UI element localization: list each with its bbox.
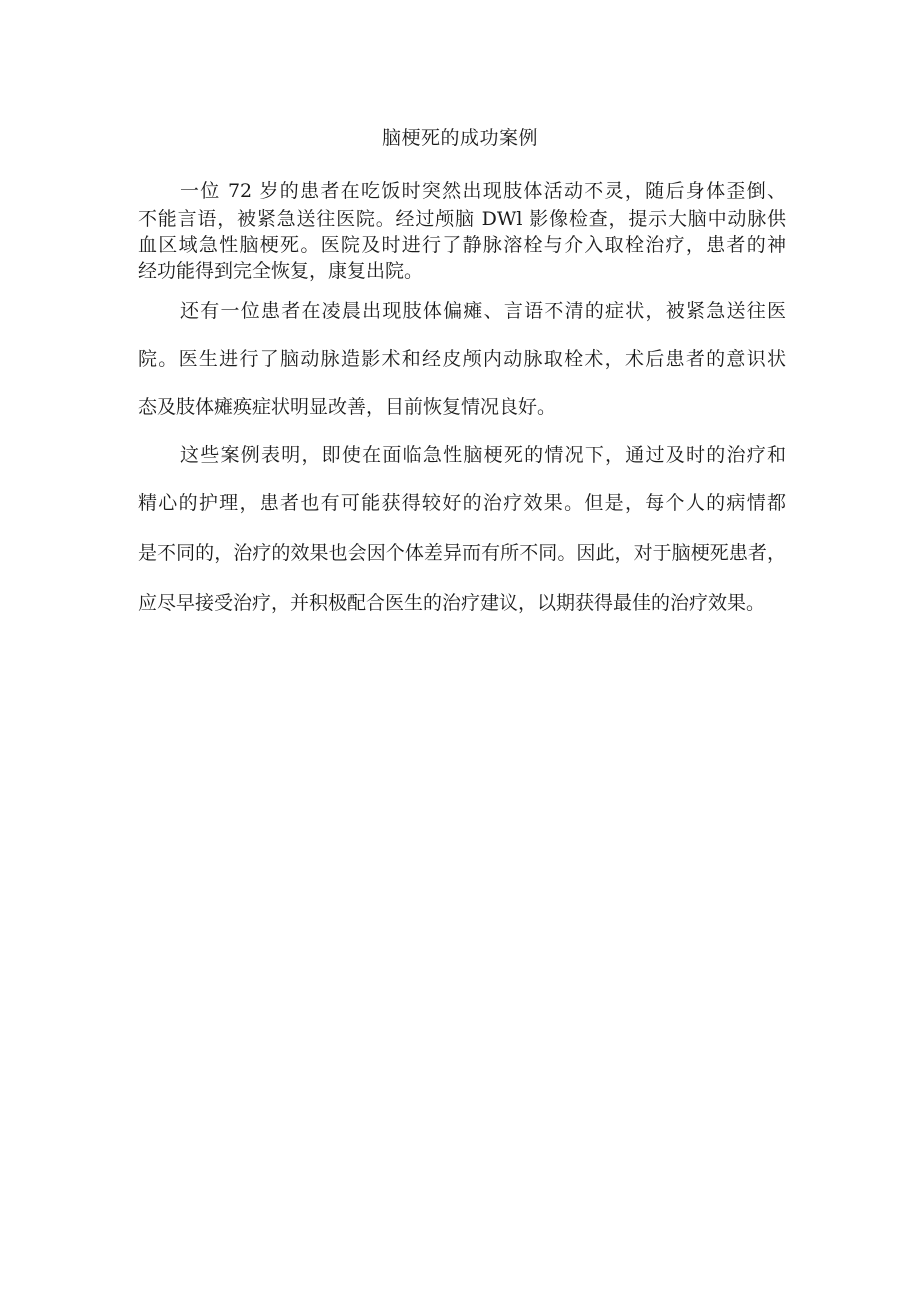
paragraph-2-line-1: 还有一位患者在凌晨出现肢体偏瘫、言语不清的症状，被紧急送往医 xyxy=(180,300,786,322)
paragraph-1-line-4: 经功能得到完全恢复，康复出院。 xyxy=(138,260,424,282)
paragraph-3-line-4: 应尽早接受治疗，并积极配合医生的治疗建议，以期获得最佳的治疗效果。 xyxy=(138,592,766,614)
paragraph-3-line-3: 是不同的，治疗的效果也会因个体差异而有所不同。因此，对于脑梗死患者， xyxy=(138,542,786,564)
paragraph-2-line-2: 院。医生进行了脑动脉造影术和经皮颅内动脉取栓术，术后患者的意识状 xyxy=(138,348,786,370)
paragraph-3-line-1: 这些案例表明，即使在面临急性脑梗死的情况下，通过及时的治疗和 xyxy=(180,444,786,466)
paragraph-1-line-1: 一位 72 岁的患者在吃饭时突然出现肢体活动不灵，随后身体歪倒、 xyxy=(180,180,786,202)
document-title: 脑梗死的成功案例 xyxy=(381,127,538,149)
paragraph-1-line-3: 血区域急性脑梗死。医院及时进行了静脉溶栓与介入取栓治疗，患者的神 xyxy=(138,234,786,256)
paragraph-2-line-3: 态及肢体瘫痪症状明显改善，目前恢复情况良好。 xyxy=(138,396,557,418)
paragraph-1-line-2: 不能言语，被紧急送往医院。经过颅脑 DWl 影像检查，提示大脑中动脉供 xyxy=(138,208,786,230)
paragraph-3-line-2: 精心的护理，患者也有可能获得较好的治疗效果。但是，每个人的病情都 xyxy=(138,492,786,514)
